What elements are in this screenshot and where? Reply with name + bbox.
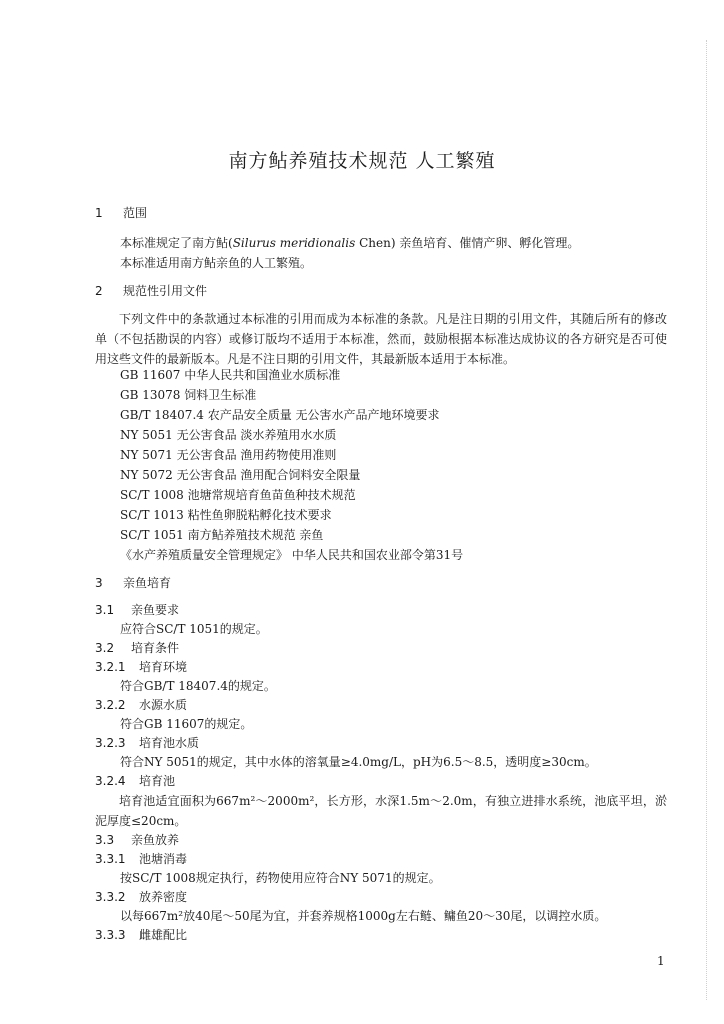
section-3-2-4-heading: 3.2.4 培育池 (95, 774, 176, 788)
section-3-2-1-text: 符合GB/T 18407.4的规定。 (120, 679, 276, 693)
margin-dotted-line (706, 40, 708, 1000)
reference-item: NY 5072 无公害食品 渔用配合饲料安全限量 (120, 468, 361, 482)
section-3-2-2-text: 符合GB 11607的规定。 (120, 717, 253, 731)
normative-references-intro: 下列文件中的条款通过本标准的引用而成为本标准的条款。凡是注日期的引用文件，其随后所有的修改单（不包括勘误的内容）或修订版均不适用于本标准，然而，鼓励根据本标准达成协议的各方研究是否可使用这些文件的最新版本。凡是不注日期的引用文件，其最新版本适用于本标准。 (95, 312, 667, 366)
section-3-3-1-heading: 3.3.1 池塘消毒 (95, 852, 188, 866)
section-3-heading: 3 亲鱼培育 (95, 576, 172, 590)
section-3-3-2-heading: 3.3.2 放养密度 (95, 890, 188, 904)
section-3-2-1-heading: 3.2.1 培育环境 (95, 660, 188, 674)
section-3-3-heading: 3.3 亲鱼放养 (95, 833, 180, 847)
page-number: 1 (657, 954, 665, 968)
section-3-1-heading: 3.1 亲鱼要求 (95, 603, 180, 617)
reference-item: 《水产养殖质量安全管理规定》 中华人民共和国农业部令第31号 (120, 548, 464, 562)
section-3-2-2-heading: 3.2.2 水源水质 (95, 698, 188, 712)
section-2-heading: 2 规范性引用文件 (95, 284, 208, 298)
section-3-2-4-text: 培育池适宜面积为667m²～2000m²，长方形，水深1.5m～2.0m，有独立进排水系统，池底平坦，淤泥厚度≤20cm。 (95, 794, 667, 828)
section-3-2-3-heading: 3.2.3 培育池水质 (95, 736, 200, 750)
section-3-3-1-text: 按SC/T 1008规定执行，药物使用应符合NY 5071的规定。 (120, 871, 441, 885)
reference-item: NY 5071 无公害食品 渔用药物使用准则 (120, 448, 337, 462)
reference-item: NY 5051 无公害食品 淡水养殖用水水质 (120, 428, 337, 442)
reference-item: GB 11607 中华人民共和国渔业水质标准 (120, 368, 341, 382)
section-3-2-3-text: 符合NY 5051的规定，其中水体的溶氧量≥4.0mg/L，pH为6.5～8.5，透明度≥30cm。 (120, 755, 597, 769)
reference-item: SC/T 1051 南方鲇养殖技术规范 亲鱼 (120, 528, 324, 542)
section-3-2-heading: 3.2 培育条件 (95, 641, 180, 655)
reference-item: SC/T 1008 池塘常规培育鱼苗鱼种技术规范 (120, 488, 356, 502)
section-3-1-text: 应符合SC/T 1051的规定。 (120, 622, 268, 636)
section-1-heading: 1 范围 (95, 206, 148, 220)
reference-item: SC/T 1013 粘性鱼卵脱粘孵化技术要求 (120, 508, 332, 522)
reference-item: GB/T 18407.4 农产品安全质量 无公害水产品产地环境要求 (120, 408, 440, 422)
document-title: 南方鲇养殖技术规范 人工繁殖 (228, 150, 496, 172)
scope-paragraph-1: 本标准规定了南方鲇(Silurus meridionalis Chen) 亲鱼培育、催情产卵、孵化管理。 (120, 236, 580, 250)
reference-item: GB 13078 饲料卫生标准 (120, 388, 257, 402)
section-3-3-3-heading: 3.3.3 雌雄配比 (95, 928, 188, 942)
section-3-3-2-text: 以每667m²放40尾～50尾为宜，并套养规格1000g左右鲢、鳙鱼20～30尾，以调控水质。 (120, 909, 607, 923)
scope-paragraph-2: 本标准适用南方鲇亲鱼的人工繁殖。 (120, 256, 313, 270)
